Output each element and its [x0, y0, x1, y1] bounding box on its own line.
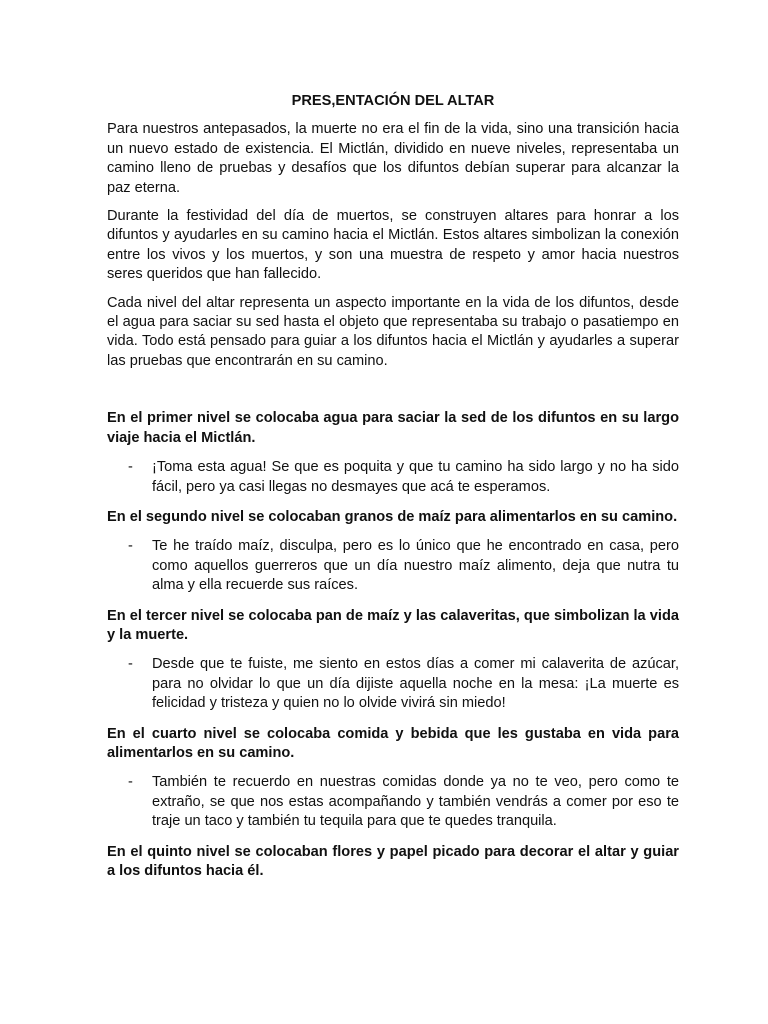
- level-1-bullet-text: ¡Toma esta agua! Se que es poquita y que tu camino ha sido largo y no ha sido fácil, pero ya casi llegas no desmayes que acá te esperamos.: [152, 459, 679, 495]
- level-1-heading: En el primer nivel se colocaba agua para saciar la sed de los difuntos en su largo viaje hacia el Mictlán.: [107, 410, 679, 446]
- section-spacer: [107, 380, 679, 409]
- intro-paragraph-3: Cada nivel del altar representa un aspecto importante en la vida de los difuntos, desde el agua para saciar su sed hasta el objeto que representaba su trabajo o pasatiempo en vida. Todo está pensado para guiar a los difuntos hacia el Mictlán y ayudarles a superar las pruebas que encontrarán en su camino.: [107, 294, 679, 369]
- level-3-heading: En el tercer nivel se colocaba pan de maíz y las calaveritas, que simbolizan la vida y la muerte.: [107, 607, 679, 643]
- bullet-marker: -: [128, 774, 133, 791]
- level-2-bullet-text: Te he traído maíz, disculpa, pero es lo único que he encontrado en casa, pero como aquellos guerreros que un día nuestro maíz alimento, deja que nutra tu alma y ella recuerde sus raíces.: [152, 538, 679, 594]
- bullet-marker: -: [128, 459, 133, 476]
- level-2-heading: En el segundo nivel se colocaban granos de maíz para alimentarlos en su camino.: [107, 508, 678, 525]
- level-4-heading: En el cuarto nivel se colocaba comida y bebida que les gustaba en vida para alimentarlos en su camino.: [107, 725, 679, 761]
- intro-paragraph-1: Para nuestros antepasados, la muerte no era el fin de la vida, sino una transición hacia un nuevo estado de existencia. El Mictlán, dividido en nueve niveles, representaba un camino lleno de pruebas y desafíos que los difuntos debían superar para alcanzar la paz eterna.: [107, 121, 679, 196]
- level-5-heading: En el quinto nivel se colocaban flores y papel picado para decorar el altar y guiar a los difuntos hacia él.: [107, 843, 679, 879]
- level-2-bullet: [107, 537, 679, 595]
- bullet-marker: -: [128, 538, 133, 555]
- document-title: PRES,ENTACIÓN DEL ALTAR: [291, 93, 495, 109]
- bullet-marker: -: [128, 656, 133, 673]
- document-page: [107, 92, 679, 891]
- level-4-bullet-text: También te recuerdo en nuestras comidas donde ya no te veo, pero como te extraño, se que nos estas acompañando y también vendrás a comer por eso te traje un taco y también tu tequila para que te quedes tranquila.: [152, 774, 679, 830]
- level-4-bullet: [107, 773, 679, 831]
- level-3-bullet-text: Desde que te fuiste, me siento en estos días a comer mi calaverita de azúcar, para no olvidar lo que un día dijiste aquella noche en la mesa: ¡La muerte es felicidad y tristeza y quien no lo olvide vivirá sin miedo!: [152, 656, 679, 712]
- level-1-bullet: [107, 458, 679, 497]
- intro-paragraph-2: Durante la festividad del día de muertos, se construyen altares para honrar a los difuntos y ayudarles en su camino hacia el Mictlán. Estos altares simbolizan la conexión entre los vivos y los muertos, y son una muestra de respeto y amor hacia nuestros seres queridos que han fallecido.: [107, 208, 679, 283]
- level-3-bullet: [107, 655, 679, 713]
